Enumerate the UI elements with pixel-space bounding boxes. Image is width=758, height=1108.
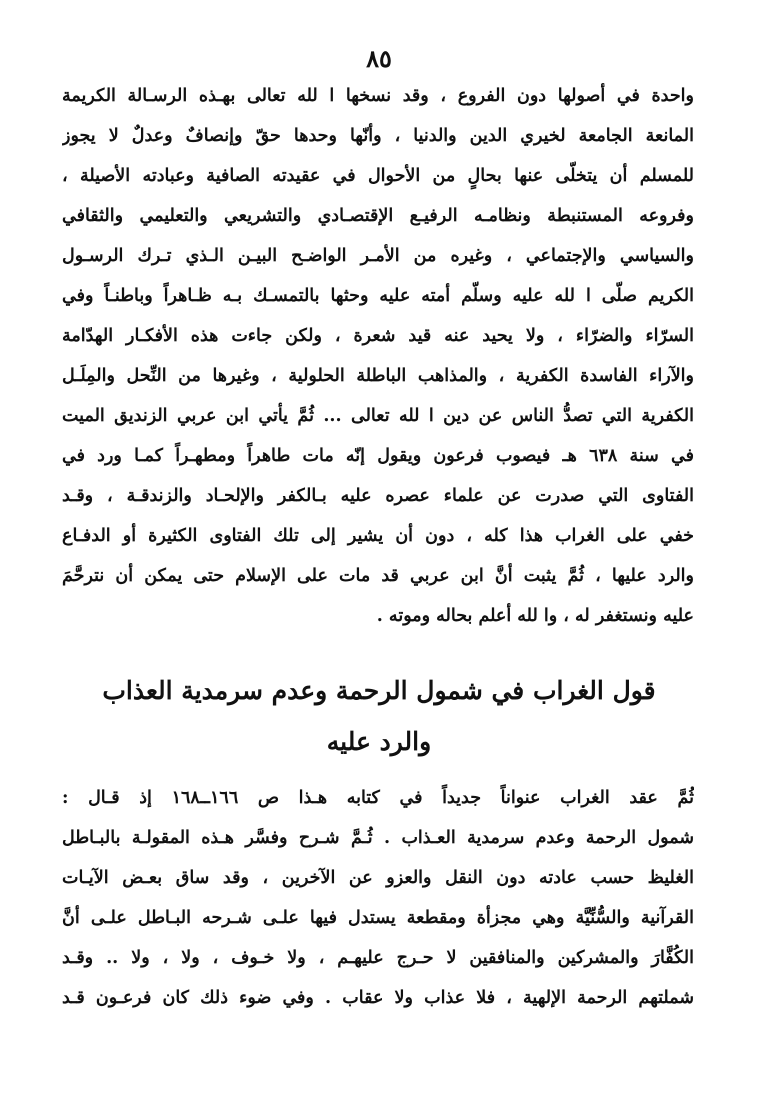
section-heading-line-2: والرد عليه <box>326 727 432 756</box>
paragraph1-line-2: المانعة الجامعة لخيري الدين والدنيا ، وأنّها وحدها حقّ وإنصافٌ وعدلٌ لا يجوز <box>62 126 694 146</box>
paragraph2-line-2: شمول الرحمة وعدم سرمدية العـذاب . ثُـمَّ شـرح وفسَّر هـذه المقولـة بالبـاطل <box>62 828 694 848</box>
paragraph1-line-9: الكفرية التي تصدُّ الناس عن دين ا لله تعالى ... ثُمَّ يأتي ابن عربي الزنديق الميت <box>62 406 694 426</box>
paragraph1-line-3: للمسلم أن يتخلّى عنها بحالٍ من الأحوال في عقيدته الصافية وعبادته الأصيلة ، <box>62 166 694 186</box>
paragraph1-line-13: والرد عليها ، ثُمَّ يثبت أنَّ ابن عربي قد مات على الإسلام حتى يمكن أن نترحَّمَ <box>62 566 694 586</box>
paragraph1-line-10: في سنة ٦٣٨ هـ فيصوب فرعون ويقول إنّه مات طاهراً ومطهـراً كمـا ورد في <box>62 446 694 466</box>
paragraph1-line-5: والسياسي والإجتماعي ، وغيره من الأمـر الواضـح البيـن الـذي تـرك الرسـول <box>62 246 694 266</box>
paragraph1-line-14: عليه ونستغفر له ، وا لله أعلم بحاله وموته . <box>376 606 694 626</box>
paragraph1-line-7: السرّاء والضرّاء ، ولا يحيد عنه قيد شعرة ، ولكن جاءت هذه الأفكـار الهدّامة <box>62 326 694 346</box>
paragraph1-line-1: واحدة في أصولها دون الفروع ، وقد نسخها ا لله تعالى بهـذه الرسـالة الكريمة <box>62 86 694 106</box>
paragraph2-line-4: القرآنية والسُّنِّيَّة وهي مجزأة ومقطعة يستدل فيها علـى شـرحه البـاطل علـى أنَّ <box>62 908 694 928</box>
paragraph1-line-11: الفتاوى التي صدرت عن علماء عصره عليه بـالكفر والإلحـاد والزندقـة ، وقـد <box>62 486 694 506</box>
section-heading-line-1: قول الغراب في شمول الرحمة وعدم سرمدية العذاب <box>102 676 656 705</box>
paragraph1-line-6: الكريم صلّى ا لله عليه وسلّم أمته عليه وحثها بالتمسـك بـه ظـاهراً وباطنـاً وفي <box>62 286 694 306</box>
paragraph2-line-3: الغليظ حسب عادته دون النقل والعزو عن الآخرين ، وقد ساق بعـض الآيـات <box>62 868 694 888</box>
paragraph2-line-1: ثُمَّ عقد الغراب عنواناً جديداً في كتابه هـذا ص ١٦٦ــ١٦٨ إذ قـال : <box>62 788 694 808</box>
page-number: ٨٥ <box>366 44 392 73</box>
paragraph1-line-8: والآراء الفاسدة الكفرية ، والمذاهب الباطلة الحلولية ، وغيرها من النِّحل والمِلَـل <box>62 366 694 386</box>
paragraph1-line-4: وفروعه المستنبطة ونظامـه الرفيـع الإقتصـادي والتشريعي والتعليمي والثقافي <box>62 206 694 226</box>
paragraph2-line-6: شملتهم الرحمة الإلهية ، فلا عذاب ولا عقاب . وفي ضوء ذلك كان فرعـون قـد <box>62 988 694 1008</box>
paragraph1-line-12: خفي على الغراب هذا كله ، دون أن يشير إلى تلك الفتاوى الكثيرة أو الدفـاع <box>62 526 694 546</box>
paragraph2-line-5: الكُفَّارَ والمشركين والمنافقين لا حـرج عليهـم ، ولا خـوف ، ولا ، ولا .. وقـد <box>62 948 694 968</box>
